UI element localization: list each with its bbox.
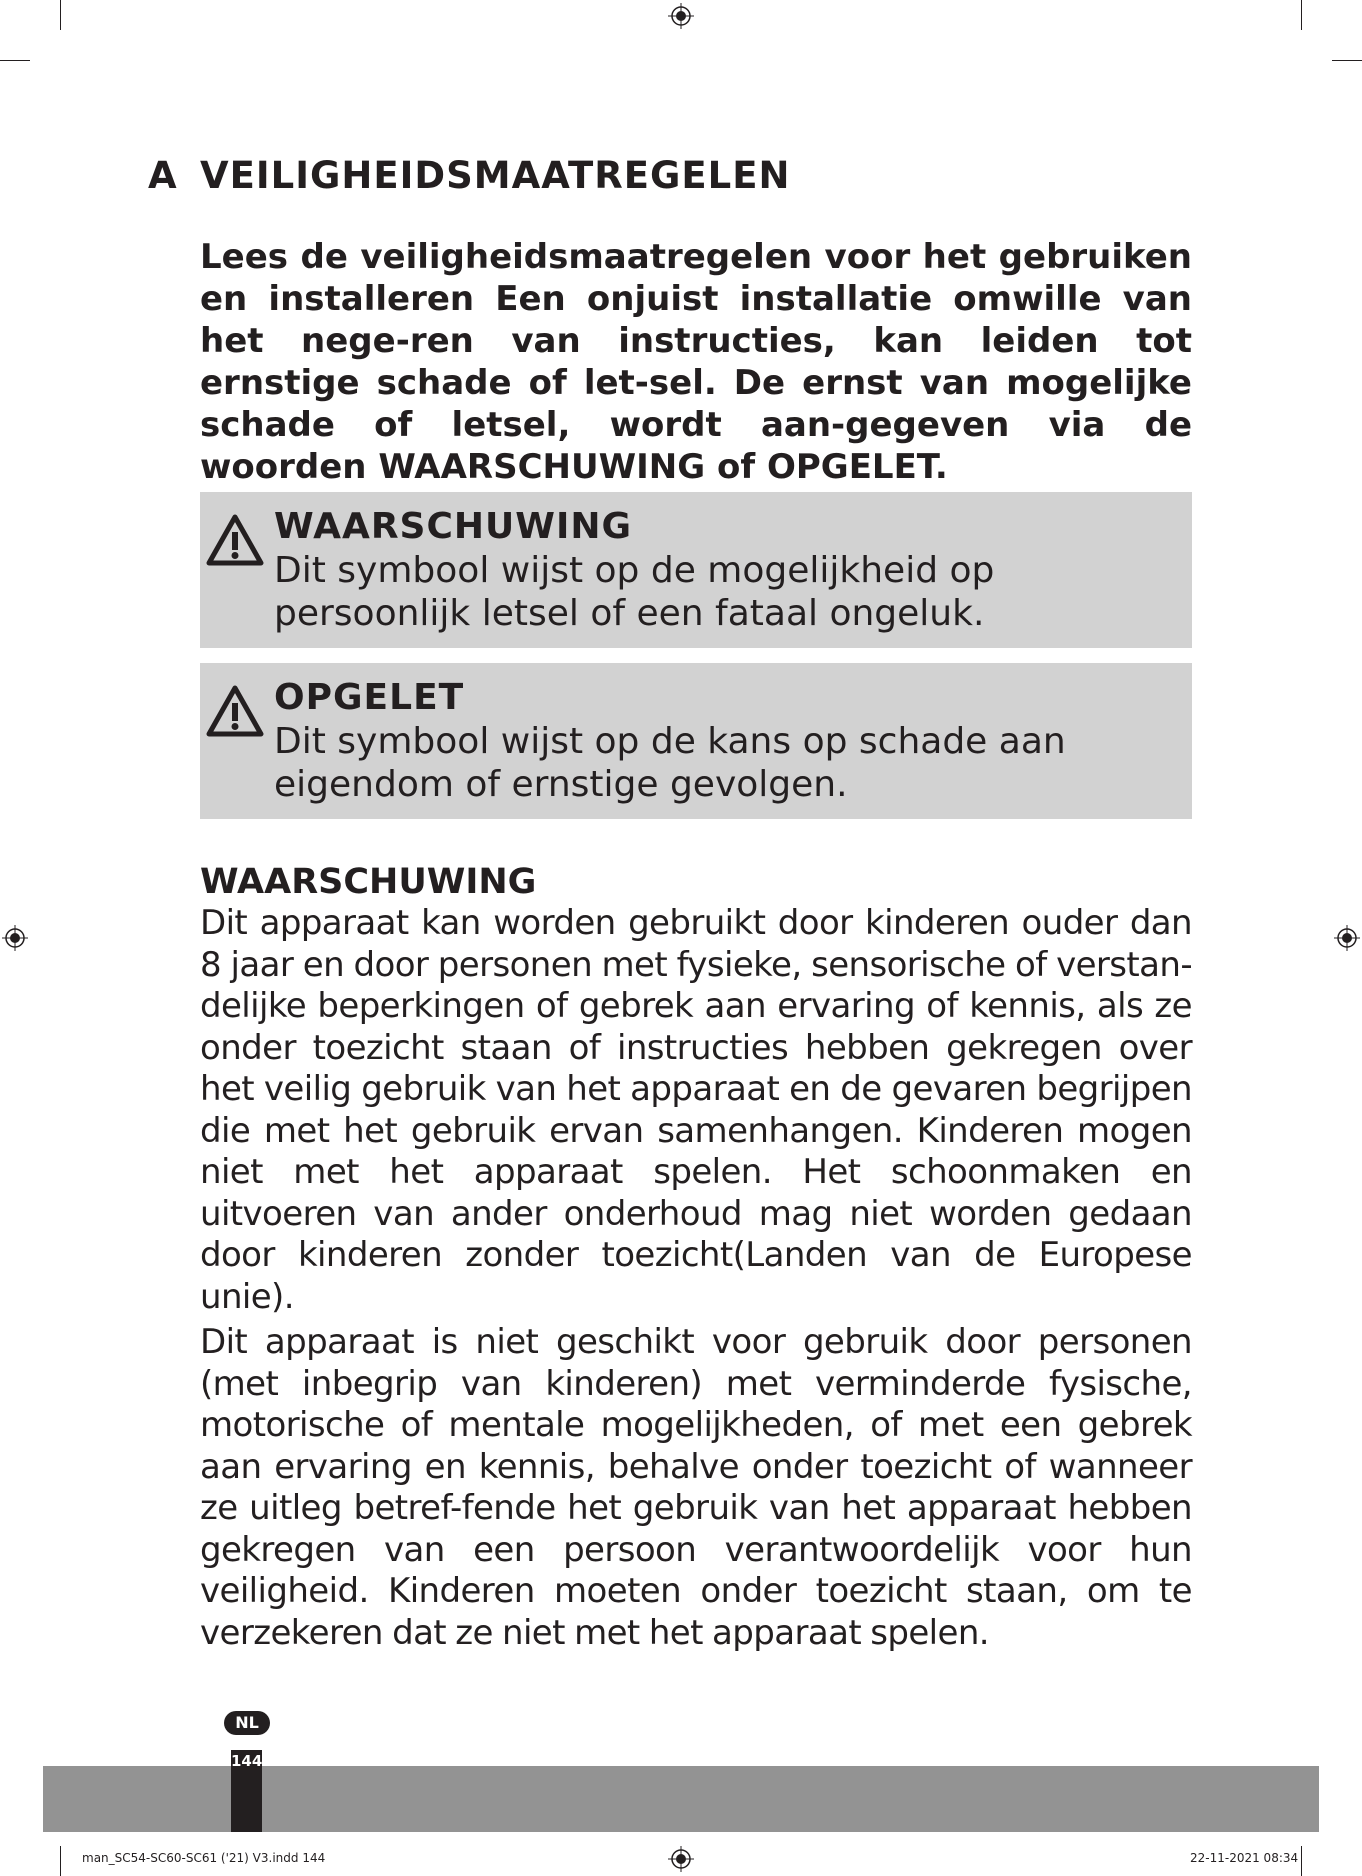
warning-paragraph: Dit apparaat kan worden gebruikt door kinderen ouder dan 8 jaar en door personen met fysieke, sensorische of verstan-delijke beperkingen of gebrek aan ervaring of kennis, als ze onder toezicht staan of instructies hebben gekregen over het veilig gebruik van het apparaat en de gevaren begrijpen die met het gebruik ervan samenhangen. Kinderen mogen niet met het apparaat spelen. Het schoonmaken en uitvoeren van ander onderhoud mag niet worden gedaan door kinderen zonder toezicht(Landen van de Europese unie).: [200, 903, 1192, 1317]
caution-box: [200, 663, 1192, 819]
warning-box-title: WAARSCHUWING: [274, 506, 633, 547]
section-letter: A: [148, 154, 178, 197]
warning-triangle-icon: [206, 514, 264, 566]
intro-paragraph: Lees de veiligheidsmaatregelen voor het gebruiken en installeren Een onjuist installatie omwille van het nege-ren van instructies, kan leiden tot ernstige schade of let-sel. De ernst van mogelijke schade of letsel, wordt aan-gegeven via de woorden WAARSCHUWING of OPGELET.: [200, 237, 1192, 487]
registration-mark-icon: [668, 3, 694, 29]
section-title: VEILIGHEIDSMAATREGELEN: [200, 154, 791, 197]
warning-box-text: Dit symbool wijst op de mogelijkheid op persoonlijk letsel of een fataal ongeluk.: [274, 550, 995, 634]
registration-mark-icon: [2, 925, 28, 951]
crop-mark: [1332, 60, 1362, 61]
file-slug: man_SC54-SC60-SC61 ('21) V3.indd 144: [82, 1851, 326, 1865]
warning-heading: WAARSCHUWING: [200, 862, 537, 902]
caution-box-text: Dit symbool wijst op de kans op schade aan eigendom of ernstige gevolgen.: [274, 721, 1066, 805]
registration-mark-icon: [1334, 925, 1360, 951]
crop-mark: [1301, 0, 1302, 30]
language-badge: NL: [224, 1711, 270, 1735]
crop-mark: [1301, 1846, 1302, 1876]
registration-mark-icon: [668, 1846, 694, 1872]
page-number: 144: [231, 1752, 263, 1770]
crop-mark: [0, 60, 30, 61]
warning-triangle-icon: [206, 685, 264, 737]
suitability-paragraph: Dit apparaat is niet geschikt voor gebruik door personen (met inbegrip van kinderen) met verminderde fysische, motorische of mentale mogelijkheden, of met een gebrek aan ervaring en kennis, behalve onder toezicht of wanneer ze uitleg betref-fende het gebruik van het apparaat hebben gekregen van een persoon verantwoordelijk voor hun veiligheid. Kinderen moeten onder toezicht staan, om te verzekeren dat ze niet met het apparaat spelen.: [200, 1322, 1192, 1653]
crop-mark: [60, 0, 61, 30]
crop-mark: [60, 1846, 61, 1876]
date-slug: 22-11-2021 08:34: [1190, 1851, 1299, 1865]
caution-box-title: OPGELET: [274, 677, 465, 718]
warning-box: [200, 492, 1192, 648]
